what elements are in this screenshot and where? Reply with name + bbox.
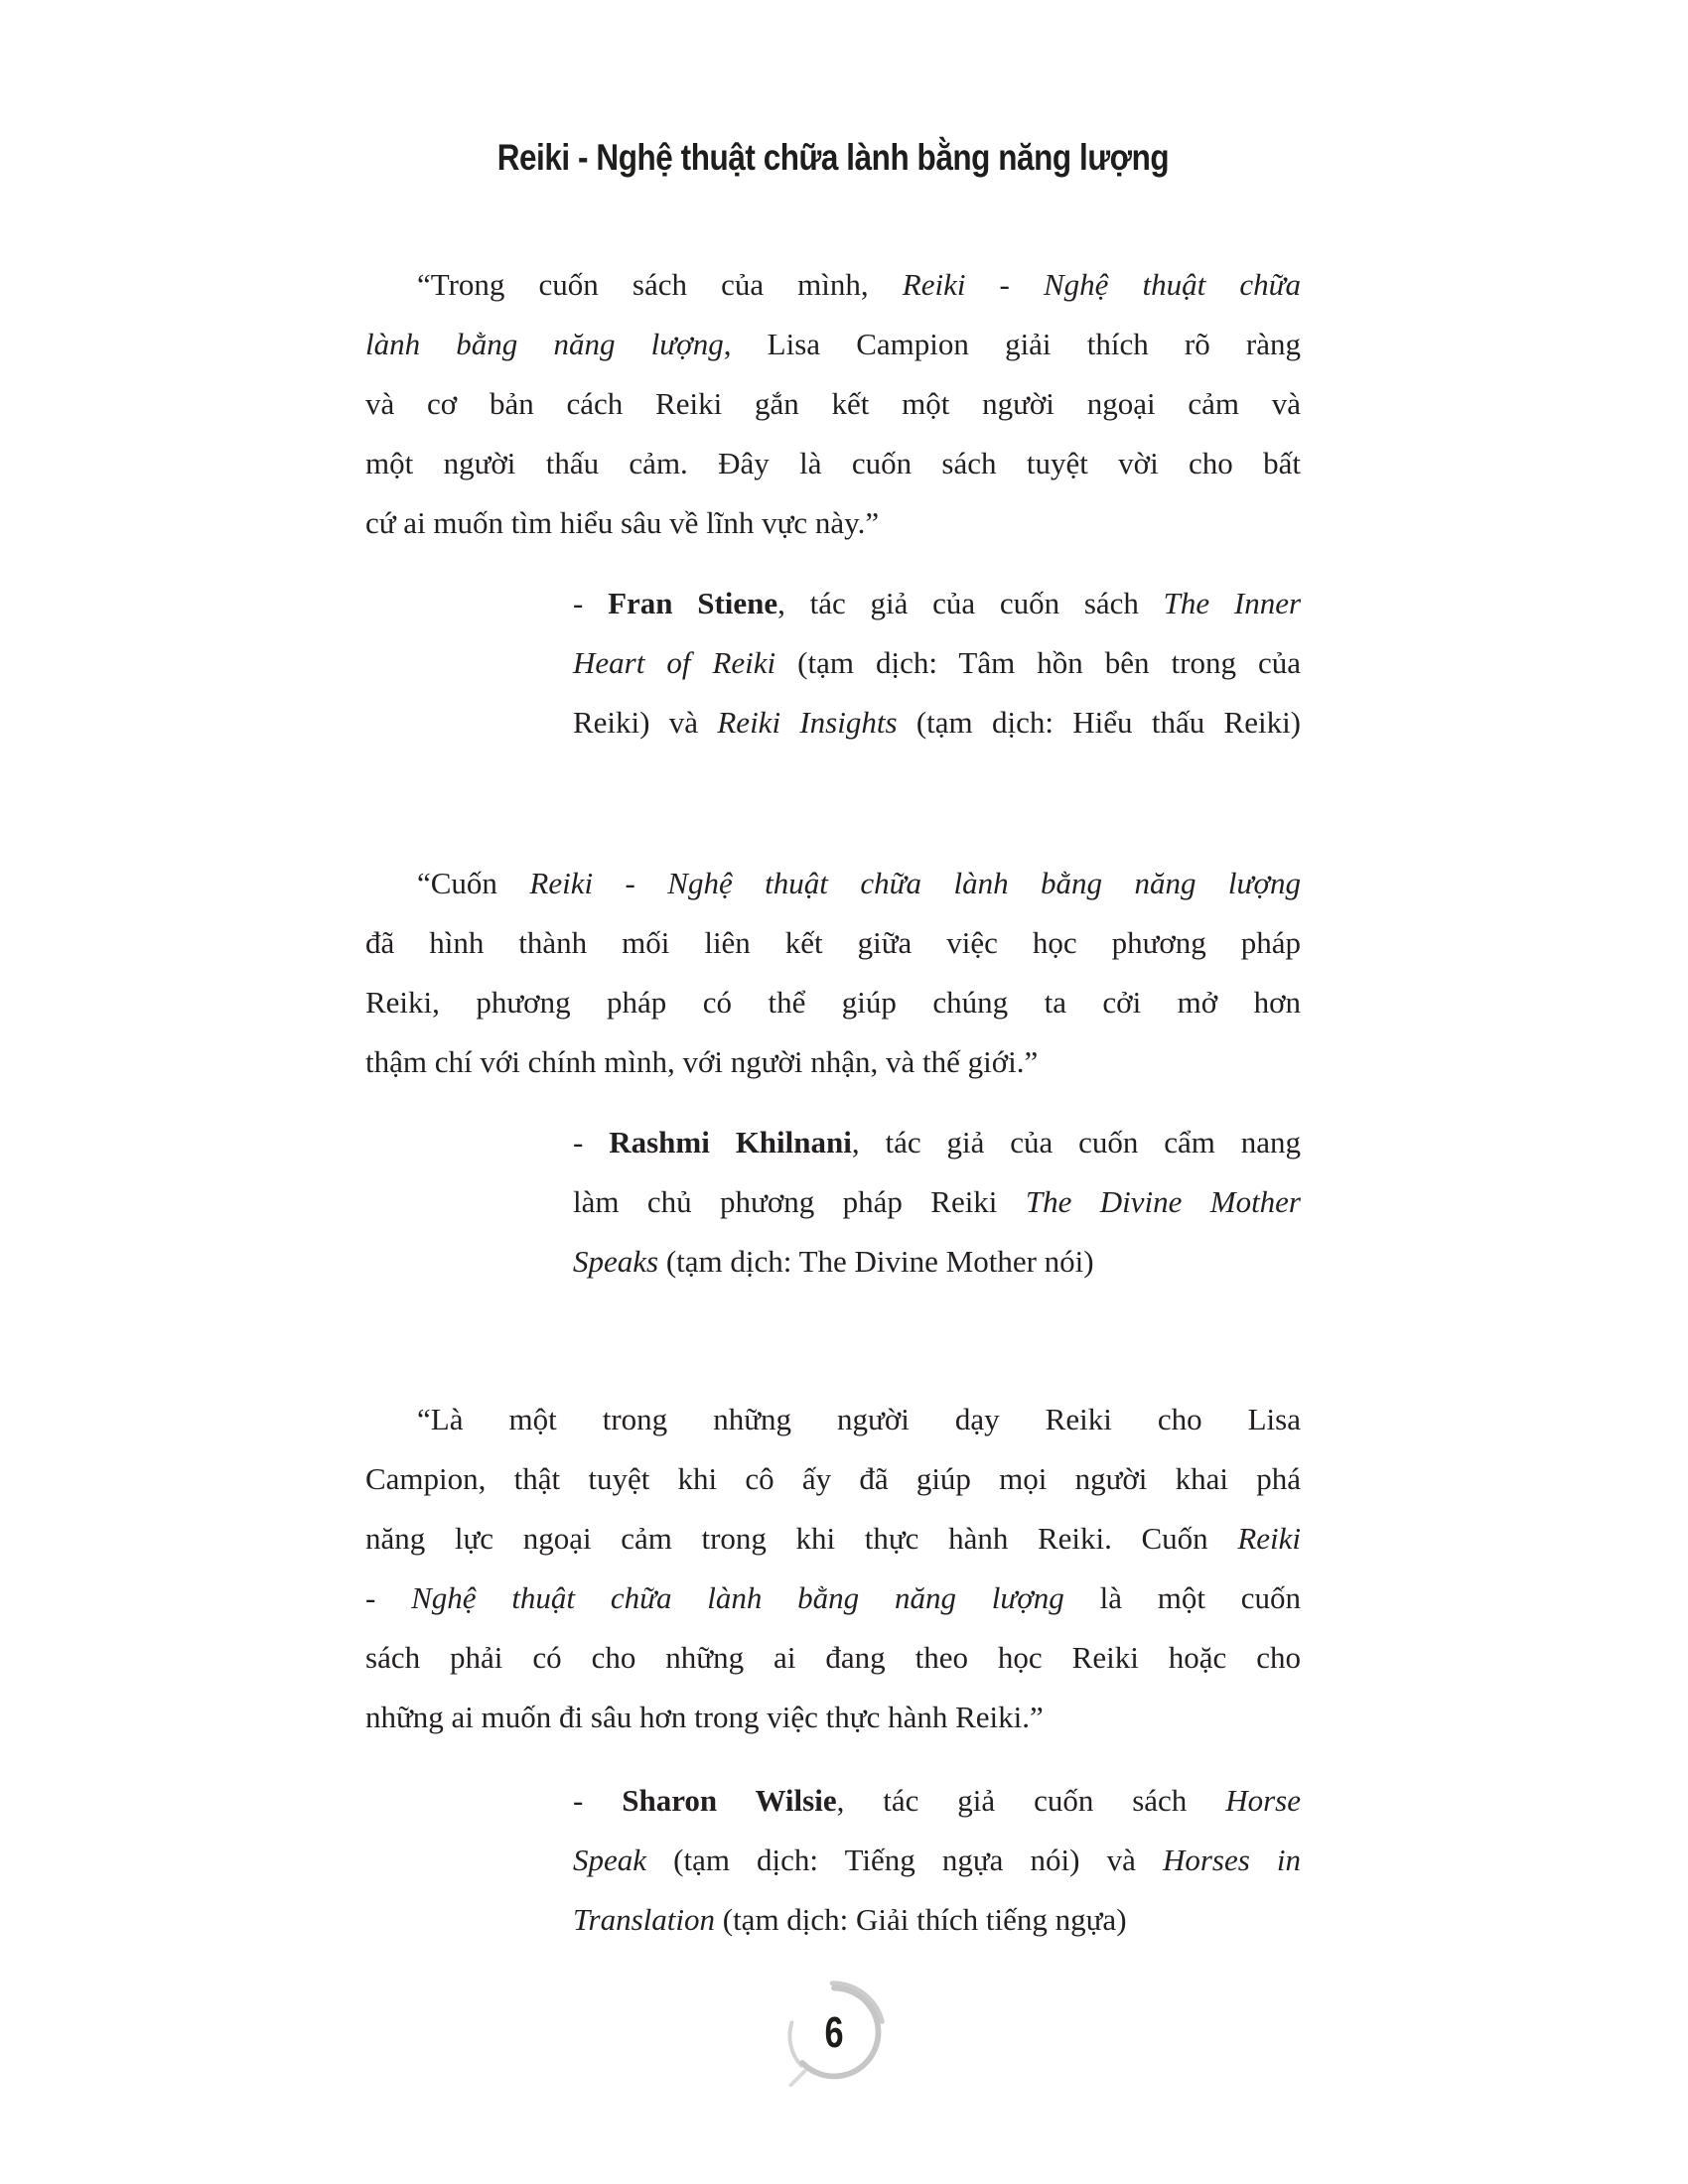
- author-name: Fran Stiene: [608, 586, 778, 620]
- text-segment: -: [573, 1125, 610, 1160]
- text-segment: (tạm dịch: Tâm hồn bên trong của: [775, 645, 1301, 680]
- book-title-segment: Translation: [573, 1902, 715, 1937]
- running-header: [365, 137, 1301, 179]
- text-segment: sách phải có cho những ai đang theo học Reiki hoặc cho: [365, 1640, 1301, 1675]
- text-segment: một người thấu cảm. Đây là cuốn sách tuyệt vời cho bất: [365, 446, 1301, 480]
- text-line: [365, 1569, 1301, 1628]
- book-title-segment: Reiki Insights: [717, 705, 898, 740]
- text-segment: , tác giả của cuốn sách: [777, 586, 1164, 620]
- quote-block: [365, 255, 1301, 553]
- text-line: [573, 1113, 1301, 1172]
- text-line: [573, 1831, 1301, 1890]
- text-segment: (tạm dịch: Hiểu thấu Reiki): [897, 705, 1301, 740]
- page-content: [365, 255, 1301, 1950]
- text-segment: (tạm dịch: Tiếng ngựa nói) và: [646, 1843, 1163, 1877]
- quote-block: [365, 854, 1301, 1092]
- text-segment: “Là một trong những người dạy Reiki cho Lisa: [417, 1402, 1301, 1436]
- text-segment: những ai muốn đi sâu hơn trong việc thực hành Reiki.”: [365, 1700, 1044, 1734]
- text-segment: và cơ bản cách Reiki gắn kết một người ngoại cảm và: [365, 386, 1301, 421]
- book-title-segment: - Nghệ thuật chữa lành bằng năng lượng: [365, 1580, 1064, 1615]
- text-line: [365, 1628, 1301, 1688]
- text-line: [365, 1688, 1301, 1747]
- text-line: [573, 693, 1301, 752]
- page-number-ornament: [776, 1976, 892, 2091]
- text-segment: -: [573, 1783, 623, 1818]
- book-title-segment: Heart of Reiki: [573, 645, 776, 680]
- book-title-segment: Reiki - Nghệ thuật chữa: [902, 267, 1301, 302]
- book-title-segment: Horse: [1225, 1783, 1301, 1818]
- text-segment: Campion, thật tuyệt khi cô ấy đã giúp mọi người khai phá: [365, 1461, 1301, 1496]
- text-line: [573, 574, 1301, 633]
- text-segment: Reiki, phương pháp có thể giúp chúng ta cởi mở hơn: [365, 985, 1301, 1020]
- text-line: [365, 1509, 1301, 1569]
- text-line: [365, 913, 1301, 973]
- attribution-block: [573, 574, 1301, 752]
- author-name: Rashmi Khilnani: [609, 1125, 852, 1160]
- text-segment: thậm chí với chính mình, với người nhận, và thế giới.”: [365, 1044, 1039, 1079]
- text-segment: “Cuốn: [417, 866, 530, 900]
- text-segment: cứ ai muốn tìm hiểu sâu về lĩnh vực này.”: [365, 505, 880, 540]
- text-line: [365, 315, 1301, 374]
- text-segment: -: [573, 586, 609, 620]
- book-title-segment: Reiki - Nghệ thuật chữa lành bằng năng lượng: [529, 866, 1301, 900]
- text-line: [365, 374, 1301, 434]
- text-segment: là một cuốn: [1063, 1580, 1301, 1615]
- author-name: Sharon Wilsie: [622, 1783, 837, 1818]
- attribution-block: [573, 1113, 1301, 1292]
- page-title: Reiki - Nghệ thuật chữa lành bằng năng lượng: [496, 137, 1170, 178]
- text-segment: (tạm dịch: The Divine Mother nói): [658, 1244, 1094, 1279]
- text-line: [573, 1172, 1301, 1232]
- text-segment: năng lực ngoại cảm trong khi thực hành Reiki. Cuốn: [365, 1521, 1238, 1556]
- text-segment: Reiki) và: [573, 705, 718, 740]
- book-title-segment: The Inner: [1163, 586, 1302, 620]
- book-title-segment: The Divine Mother: [1025, 1184, 1301, 1219]
- text-line: [365, 255, 1301, 315]
- text-segment: , tác giả của cuốn cẩm nang: [851, 1125, 1301, 1160]
- text-segment: , Lisa Campion giải thích rõ ràng: [723, 327, 1301, 361]
- text-line: [573, 1232, 1301, 1292]
- book-title-segment: Horses in: [1162, 1843, 1301, 1877]
- book-title-segment: Reiki: [1237, 1521, 1301, 1556]
- text-line: [573, 633, 1301, 693]
- book-title-segment: lành bằng năng lượng: [365, 327, 724, 361]
- text-segment: làm chủ phương pháp Reiki: [573, 1184, 1026, 1219]
- text-segment: đã hình thành mối liên kết giữa việc học phương pháp: [365, 925, 1301, 960]
- text-line: [365, 1449, 1301, 1509]
- book-title-segment: Speaks: [573, 1244, 659, 1279]
- text-line: [365, 973, 1301, 1032]
- text-segment: (tạm dịch: Giải thích tiếng ngựa): [715, 1902, 1127, 1937]
- text-line: [573, 1890, 1301, 1950]
- text-line: [365, 1032, 1301, 1092]
- text-line: [365, 434, 1301, 493]
- quote-block: [365, 1390, 1301, 1747]
- text-segment: , tác giả cuốn sách: [836, 1783, 1226, 1818]
- book-title-segment: Speak: [573, 1843, 647, 1877]
- attribution-block: [573, 1771, 1301, 1950]
- text-line: [365, 854, 1301, 913]
- text-segment: “Trong cuốn sách của mình,: [417, 267, 903, 302]
- page-number: 6: [824, 2008, 844, 2057]
- text-line: [365, 493, 1301, 553]
- text-line: [573, 1771, 1301, 1831]
- text-line: [365, 1390, 1301, 1449]
